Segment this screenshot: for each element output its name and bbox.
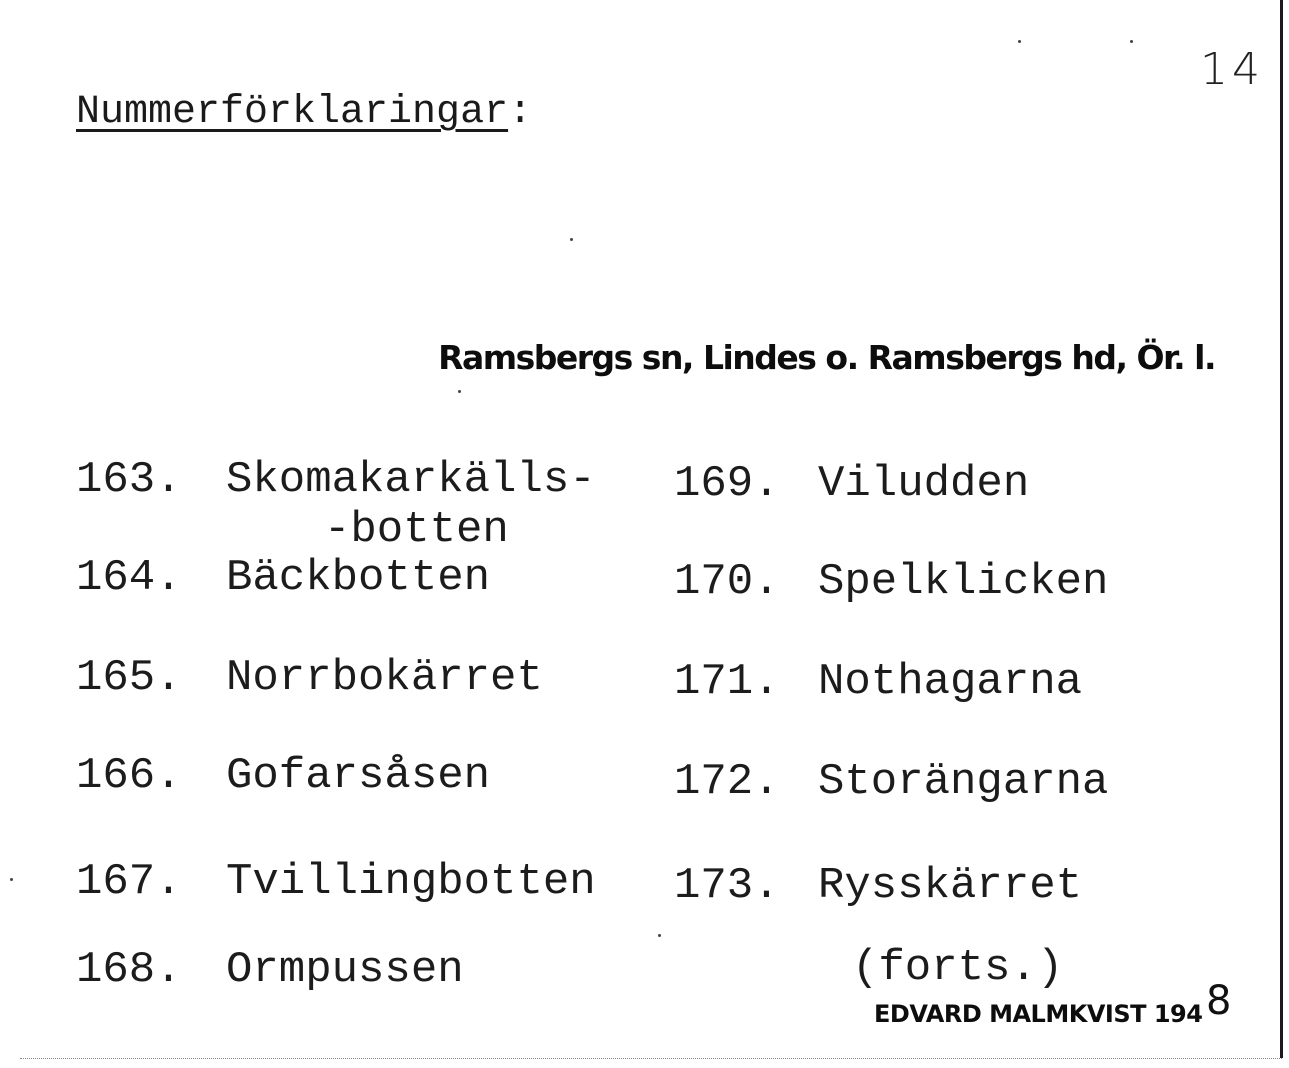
entry-name: Spelklicken (818, 557, 1109, 607)
scan-speck (570, 238, 573, 241)
entry-name: Gofarsåsen (226, 751, 491, 801)
entry-number: 168. (76, 945, 182, 995)
scan-speck (658, 934, 661, 937)
scan-speck (10, 878, 13, 881)
entry-name: Norrbokärret (226, 653, 543, 703)
entry-number: 172. (674, 757, 780, 807)
entry-number: 166. (76, 751, 182, 801)
scan-speck (1130, 40, 1133, 43)
entry-163-continuation: -botten (324, 505, 509, 555)
entry-name: Ormpussen (226, 945, 464, 995)
publisher-stamp: EDVARD MALMKVIST 194 (874, 1000, 1203, 1028)
publisher-year-digit: 8 (1206, 978, 1232, 1024)
card-right-edge (1280, 0, 1283, 1058)
continued-note: (forts.) (852, 943, 1064, 993)
heading-text: Nummerförklaringar (76, 90, 509, 135)
entry-number: 173. (674, 861, 780, 911)
entry-name: Viludden (818, 459, 1030, 509)
entry-number: 167. (76, 857, 182, 907)
card-heading (76, 90, 532, 135)
entry-number: 169. (674, 459, 780, 509)
page-number: 14 (1200, 44, 1264, 95)
entry-name: Storängarna (818, 757, 1109, 807)
entry-number: 165. (76, 653, 182, 703)
entry-name: Skomakarkälls- (226, 455, 596, 505)
entry-number: 164. (76, 553, 182, 603)
scan-speck (458, 390, 461, 393)
location-line: Ramsbergs sn, Lindes o. Ramsbergs hd, Ör. l. (438, 338, 1215, 377)
entry-name: Rysskärret (818, 861, 1083, 911)
entry-name: Nothagarna (818, 657, 1083, 707)
entry-number: 171. (674, 657, 780, 707)
entry-name: Bäckbotten (226, 553, 491, 603)
heading-colon: : (508, 90, 533, 135)
card-bottom-edge (20, 1058, 1282, 1059)
entry-number: 163. (76, 455, 182, 505)
scan-speck (1018, 40, 1021, 43)
entry-number: 170. (674, 557, 780, 607)
entry-name: Tvillingbotten (226, 857, 596, 907)
